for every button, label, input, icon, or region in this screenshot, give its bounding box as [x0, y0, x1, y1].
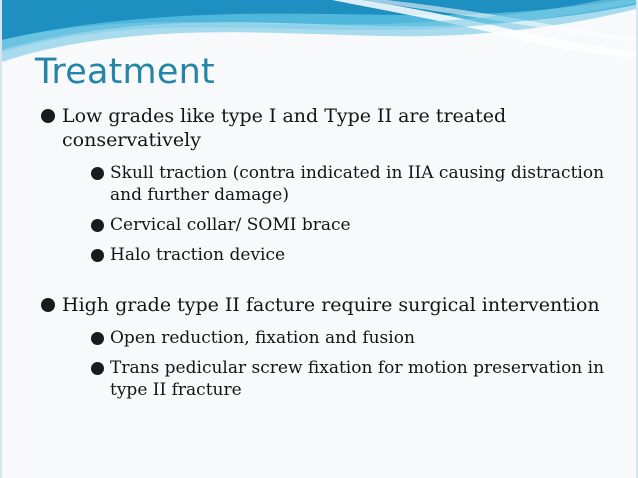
sub-bullet-text: Halo traction device — [110, 245, 286, 265]
bullet-icon — [41, 109, 55, 123]
sub-bullet-open-reduction — [62, 327, 630, 349]
sub-bullet-text: Trans pedicular screw fixation for motion preservation in type II fracture — [110, 358, 605, 400]
bullet-point-conservative — [40, 104, 630, 266]
sub-bullet-list — [62, 327, 630, 401]
sub-bullet-pedicular-screw — [62, 357, 630, 401]
sub-bullet-halo-traction — [62, 244, 630, 266]
bullet-icon — [91, 167, 104, 180]
bullet-icon — [91, 249, 104, 262]
sub-bullet-text: Open reduction, fixation and fusion — [110, 328, 415, 348]
slide-title: Treatment — [35, 52, 215, 92]
bullet-icon — [91, 362, 104, 375]
bullet-text: High grade type II facture require surgical intervention — [62, 294, 600, 316]
sub-bullet-text: Skull traction (contra indicated in IIA causing distraction and further damage) — [110, 163, 605, 205]
bullet-list — [40, 104, 630, 401]
bullet-icon — [91, 332, 104, 345]
bullet-point-surgical — [40, 293, 630, 401]
sub-bullet-text: Cervical collar/ SOMI brace — [110, 215, 351, 235]
sub-bullet-list — [62, 162, 630, 266]
sub-bullet-cervical-collar — [62, 214, 630, 236]
bullet-text: Low grades like type I and Type II are treated conservatively — [62, 105, 507, 151]
bullet-icon — [41, 298, 55, 312]
sub-bullet-skull-traction — [62, 162, 630, 206]
bullet-icon — [91, 219, 104, 232]
